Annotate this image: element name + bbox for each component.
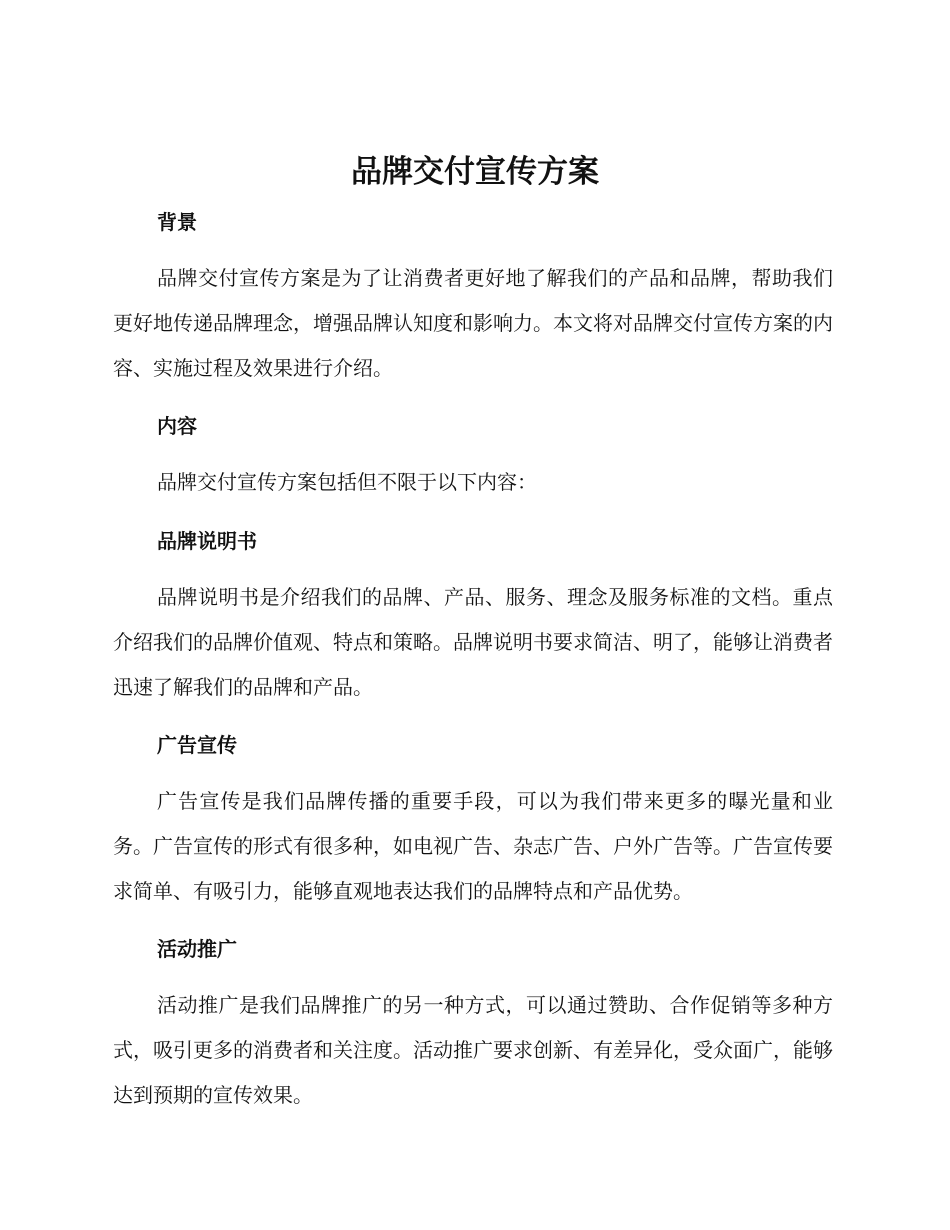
section-heading-event-promotion: 活动推广 xyxy=(157,937,237,961)
section-paragraph-advertising: 广告宣传是我们品牌传播的重要手段，可以为我们带来更多的曝光量和业务。广告宣传的形式有很多种，如电视广告、杂志广告、户外广告等。广告宣传要求简单、有吸引力，能够直观地表达我们的品牌特点和产品优势。 xyxy=(113,789,833,903)
section-heading-background: 背景 xyxy=(157,210,197,234)
section-heading-content: 内容 xyxy=(157,414,197,438)
section-paragraph-background: 品牌交付宣传方案是为了让消费者更好地了解我们的产品和品牌，帮助我们更好地传递品牌理念，增强品牌认知度和影响力。本文将对品牌交付宣传方案的内容、实施过程及效果进行介绍。 xyxy=(113,266,833,380)
section-paragraph-brand-manual: 品牌说明书是介绍我们的品牌、产品、服务、理念及服务标准的文档。重点介绍我们的品牌价值观、特点和策略。品牌说明书要求简洁、明了，能够让消费者迅速了解我们的品牌和产品。 xyxy=(113,585,833,699)
section-paragraph-content: 品牌交付宣传方案包括但不限于以下内容： xyxy=(157,470,537,494)
section-heading-advertising: 广告宣传 xyxy=(157,733,237,757)
document-title: 品牌交付宣传方案 xyxy=(351,154,599,190)
section-paragraph-event-promotion: 活动推广是我们品牌推广的另一种方式，可以通过赞助、合作促销等多种方式，吸引更多的消费者和关注度。活动推广要求创新、有差异化，受众面广，能够达到预期的宣传效果。 xyxy=(113,993,833,1107)
section-heading-brand-manual: 品牌说明书 xyxy=(157,529,257,553)
